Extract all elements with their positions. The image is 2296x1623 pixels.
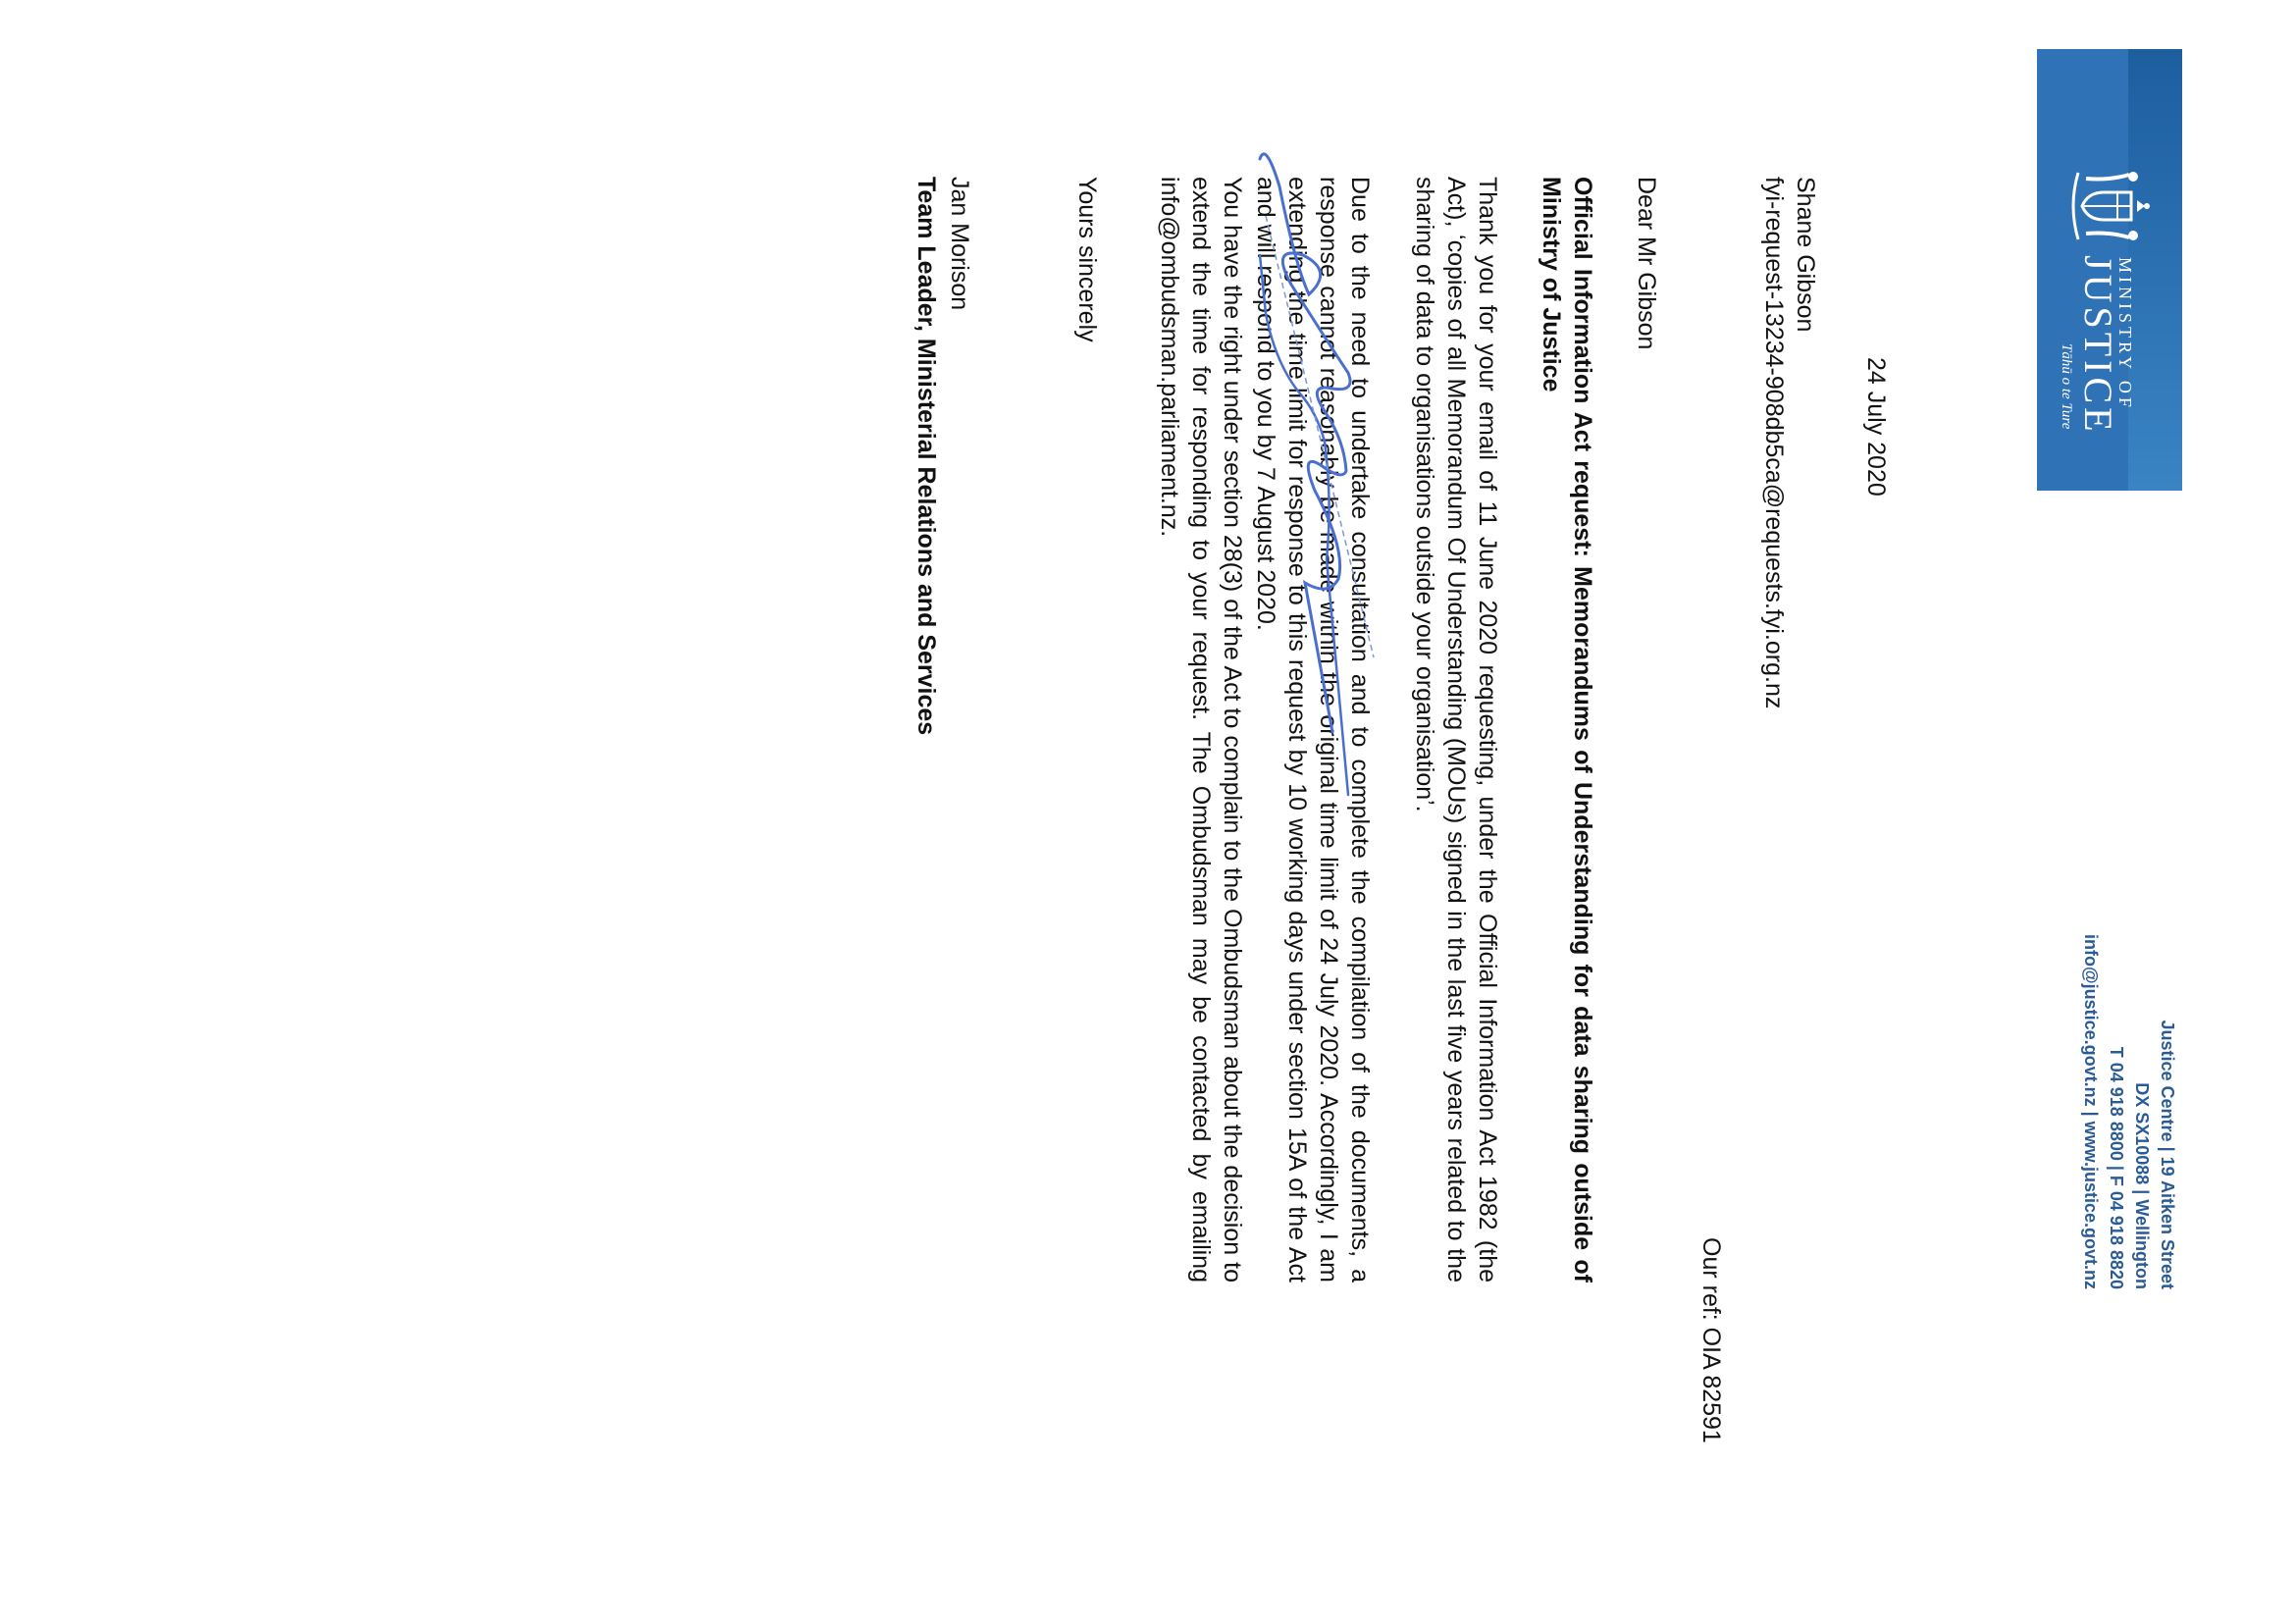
logo-line1: MINISTRY OF <box>2115 257 2135 411</box>
body-paragraph-1: Thank you for your email of 11 June 2020 requesting, under the Official Information Act 1982 (the Act), ‘copies of all Memorandum Of Understanding (MOUs) signed in the last five years related to the sharing of data to organisations outside your organisation’. <box>1411 177 1501 1283</box>
contact-address: Justice Centre | 19 Aitken Street <box>2158 1020 2177 1289</box>
closing: Yours sincerely <box>1073 177 1101 342</box>
recipient-name: Shane Gibson <box>1792 177 1819 333</box>
contact-block <box>2078 934 2180 1289</box>
subject-line: Official Information Act request: Memorandums of Understanding for data sharing outside of Ministry of Justice <box>1538 177 1596 1283</box>
signatory-title: Team Leader, Ministerial Relations and Services <box>913 177 940 736</box>
logo-band <box>2128 49 2182 491</box>
ministry-logo <box>2037 49 2182 491</box>
letter-date: 24 July 2020 <box>1862 357 1890 497</box>
signature <box>1197 147 1590 814</box>
contact-web: info@justice.govt.nz | www.justice.govt.nz <box>2081 934 2101 1289</box>
body-paragraph-3: You have the right under section 28(3) of the Act to complain to the Ombudsman about the decision to extend the time for responding to your request. The Ombudsman may be contacted by emailing info@ombudsman.parliament.nz. <box>1156 177 1246 1283</box>
signatory-name: Jan Morison <box>946 177 973 311</box>
salutation: Dear Mr Gibson <box>1633 177 1660 350</box>
body-paragraph-2: Due to the need to undertake consultation and to complete the compilation of the documents, a response cannot reasonably be made within the original time limit of 24 July 2020. Accordingly, I am extending the time limit for response to this request by 10 working days under section 15A of the Act and will respond to you by 7 August 2020. <box>1252 177 1374 1283</box>
logo-line2: JUSTICE <box>2076 255 2120 436</box>
recipient-email[interactable]: fyi-request-13234-908db5ca@requests.fyi.org.nz <box>1760 177 1788 709</box>
contact-dx: DX SX10088 | Wellington <box>2132 1082 2152 1289</box>
logo-tagline: Tāhū o te Ture <box>2059 343 2074 430</box>
coat-of-arms-icon <box>2068 167 2151 245</box>
our-reference: Our ref: OIA 82591 <box>1697 1237 1725 1443</box>
contact-phone: T 04 918 8800 | F 04 918 8820 <box>2107 1046 2126 1289</box>
